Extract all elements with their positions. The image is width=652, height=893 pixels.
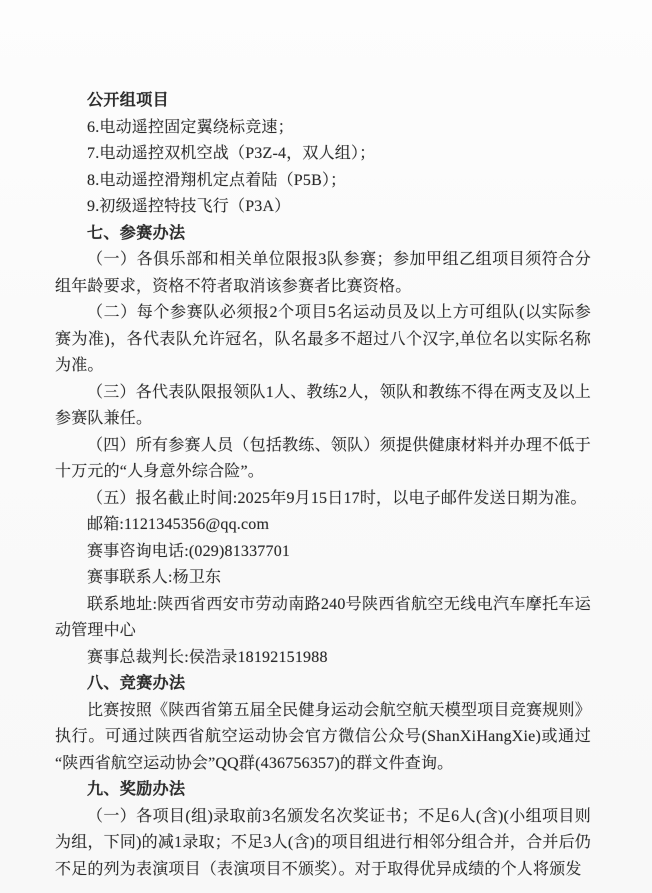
participation-rule-1: （一）各俱乐部和相关单位限报3队参赛；参加甲组乙组项目须符合分组年龄要求，资格不符者取消该参赛者比赛资格。 [55, 251, 591, 295]
chief-judge-line: 赛事总裁判长:侯浩录18192151988 [87, 648, 328, 666]
phone-line: 赛事咨询电话:(029)81337701 [87, 542, 291, 560]
event-item-6: 6.电动遥控固定翼绕标竞速； [87, 118, 294, 136]
event-item-7: 7.电动遥控双机空战（P3Z-4，双人组）； [87, 145, 376, 162]
section-heading-competition: 八、竞赛办法 [87, 675, 186, 692]
section-heading-participation: 七、参赛办法 [87, 224, 186, 242]
document-text-block [55, 88, 591, 883]
event-item-9: 9.初级遥控特技飞行（P3A） [87, 198, 291, 215]
competition-rules-paragraph: 比赛按照《陕西省第五届全民健身运动会航空航天模型项目竞赛规则》执行。可通过陕西省航空运动协会官方微信公众号(ShanXiHangXie)或通过“陕西省航空运动协会”QQ群(436756357)的群文件查询。 [55, 701, 591, 772]
section-heading-awards: 九、奖励办法 [87, 781, 186, 798]
participation-rule-5-deadline: （五）报名截止时间:2025年9月15日17时，以电子邮件发送日期为准。 [87, 489, 587, 507]
participation-rule-4: （四）所有参赛人员（包括教练、领队）须提供健康材料并办理不低于十万元的“人身意外综合险”。 [55, 436, 591, 480]
address-line: 联系地址:陕西省西安市劳动南路240号陕西省航空无线电汽车摩托车运动管理中心 [55, 595, 591, 639]
email-line: 邮箱:1121345356@qq.com [87, 516, 270, 533]
participation-rule-2: （二）每个参赛队必须报2个项目5名运动员及以上方可组队(以实际参赛为准)，各代表队允许冠名，队名最多不超过八个汉字,单位名以实际名称为准。 [55, 304, 591, 374]
event-item-8: 8.电动遥控滑翔机定点着陆（P5B）； [87, 171, 347, 189]
awards-rule-1: （一）各项目(组)录取前3名颁发名次奖证书；不足6人(含)(小组项目则为组，下同)的减1录取；不足3人(含)的项目组进行相邻分组合并，合并后仍不足的列为表演项目（表演项目不颁奖）。对于取得优异成绩的个人将颁发 [55, 807, 591, 878]
section-heading-open-group: 公开组项目 [87, 92, 170, 109]
participation-rule-3: （三）各代表队限报领队1人、教练2人，领队和教练不得在两支及以上参赛队兼任。 [55, 383, 591, 427]
contact-person-line: 赛事联系人:杨卫东 [87, 569, 222, 586]
